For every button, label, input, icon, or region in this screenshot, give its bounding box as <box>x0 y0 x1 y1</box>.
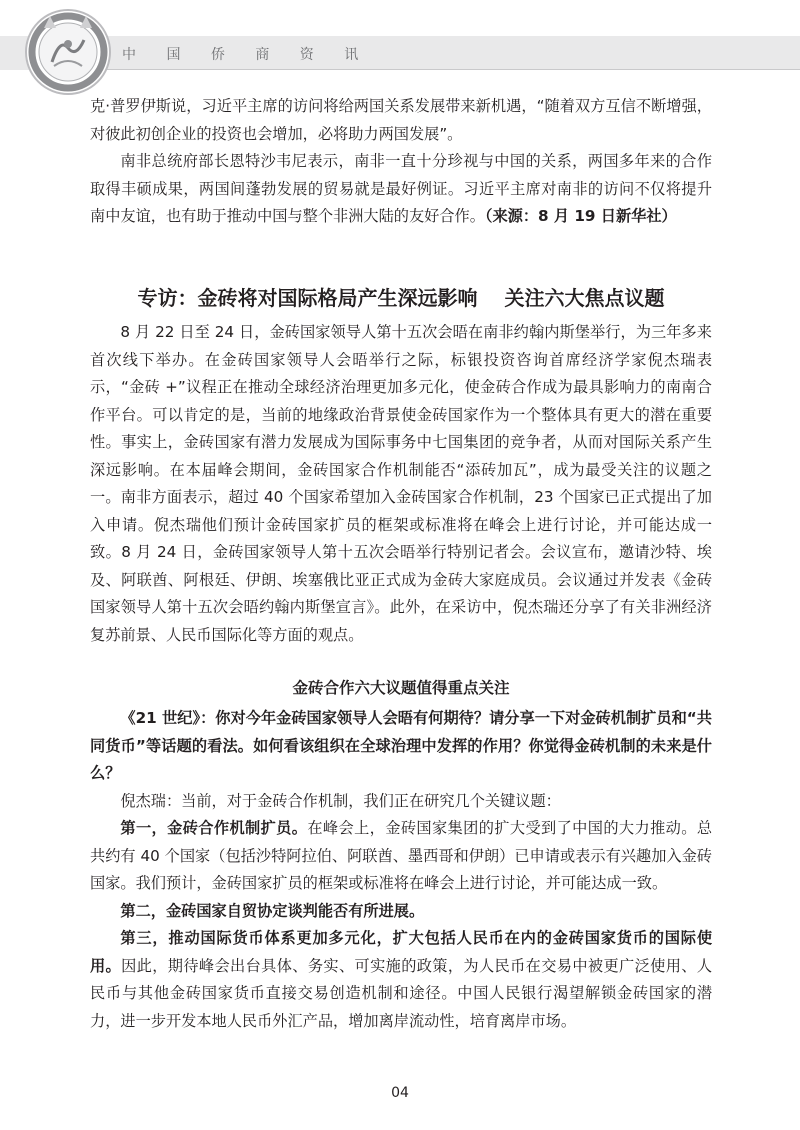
answer-point-3 <box>90 925 712 1035</box>
answer-intro: 倪杰瑞：当前，对于金砖合作机制，我们正在研究几个关键议题： <box>120 791 561 810</box>
intro-block <box>90 93 712 231</box>
intro-paragraph-2 <box>90 148 712 231</box>
answer-point-1 <box>90 815 712 898</box>
source-note: （来源：8 月 19 日新华社） <box>484 207 677 225</box>
header-divider <box>105 69 800 70</box>
article-paragraph: 8 月 22 日至 24 日，金砖国家领导人第十五次会晤在南非约翰内斯堡举行，为三年多来首次线下举办。在金砖国家领导人会晤举行之际，标银投资咨询首席经济学家倪杰瑞表示，“金砖 +”议程正在推动全球经济治理更加多元化，使金砖合作成为最具影响力的南南合作平台。可以肯定的是，当前的地缘政治背景使金砖国家作为一个整体具有更大的潜在重要性。事实上，金砖国家有潜力发展成为国际事务中七国集团的竞争者，从而对国际关系产生深远影响。在本届峰会期间，金砖国家合作机制能否“添砖加瓦”，成为最受关注的议题之一。南非方面表示，超过 40 个国家希望加入金砖国家合作机制，23 个国家已正式提出了加入申请。倪杰瑞他们预计金砖国家扩员的框架或标准将在峰会上进行讨论，并可能达成一致。8 月 24 日，金砖国家领导人第十五次会晤举行特别记者会。会议宣布，邀请沙特、埃及、阿联酋、阿根廷、伊朗、埃塞俄比亚正式成为金砖大家庭成员。会议通过并发表《金砖国家领导人第十五次会晤约翰内斯堡宣言》。此外，在采访中，倪杰瑞还分享了有关非洲经济复苏前景、人民币国际化等方面的观点。 <box>90 323 712 644</box>
intro-paragraph-1: 克·普罗伊斯说，习近平主席的访问将给两国关系发展带来新机遇，“随着双方互信不断增强，对彼此初创企业的投资也会增加，必将助力两国发展”。 <box>90 97 712 143</box>
article-body <box>90 319 712 649</box>
header-band <box>0 36 800 70</box>
article-title: 专访：金砖将对国际格局产生深远影响 关注六大焦点议题 <box>137 286 665 310</box>
answer-point-3-text: 因此，期待峰会出台具体、务实、可实施的政策，为人民币在交易中被更广泛使用、人民币与其他金砖国家货币直接交易创造机制和途径。中国人民银行渴望解锁金砖国家的潜力，进一步开发本地人民币外汇产品，增加离岸流动性，培育离岸市场。 <box>90 956 713 1030</box>
header-title: 中 国 侨 商 资 讯 <box>122 47 372 63</box>
section-subheading: 金砖合作六大议题值得重点关注 <box>292 679 510 697</box>
answer-point-2 <box>90 898 712 926</box>
intro-paragraph-2-text: 南非总统府部长恩特沙韦尼表示，南非一直十分珍视与中国的关系，两国多年来的合作取得丰硕成果，两国间蓬勃发展的贸易就是最好例证。习近平主席对南非的访问不仅将提升南中友谊，也有助于推动中国与整个非洲大陆的友好合作。 <box>90 152 712 225</box>
answer-point-1-text: 在峰会上，金砖国家集团的扩大受到了中国的大力推动。总共约有 40 个国家（包括沙特阿拉伯、阿联酋、墨西哥和伊朗）已申请或表示有兴趣加入金砖国家。我们预计，金砖国家扩员的框架或标准将在峰会上进行讨论，并可能达成一致。 <box>90 819 713 892</box>
answer-point-1-heading: 第一，金砖合作机制扩员。 <box>120 819 308 837</box>
page-number: 04 <box>391 1085 409 1101</box>
interview-block <box>90 705 712 1035</box>
logo-icon <box>24 8 112 96</box>
answer-point-2-heading: 第二，金砖国家自贸协定谈判能否有所进展。 <box>120 901 425 920</box>
answer-point-3-heading: 第三，推动国际货币体系更加多元化，扩大包括人民币在内的金砖国家货币的国际使用。 <box>90 929 712 975</box>
interview-question: 《21 世纪》：你对今年金砖国家领导人会晤有何期待？请分享一下对金砖机制扩员和“共同货币”等话题的看法。如何看该组织在全球治理中发挥的作用？你觉得金砖机制的未来是什么？ <box>90 709 712 782</box>
